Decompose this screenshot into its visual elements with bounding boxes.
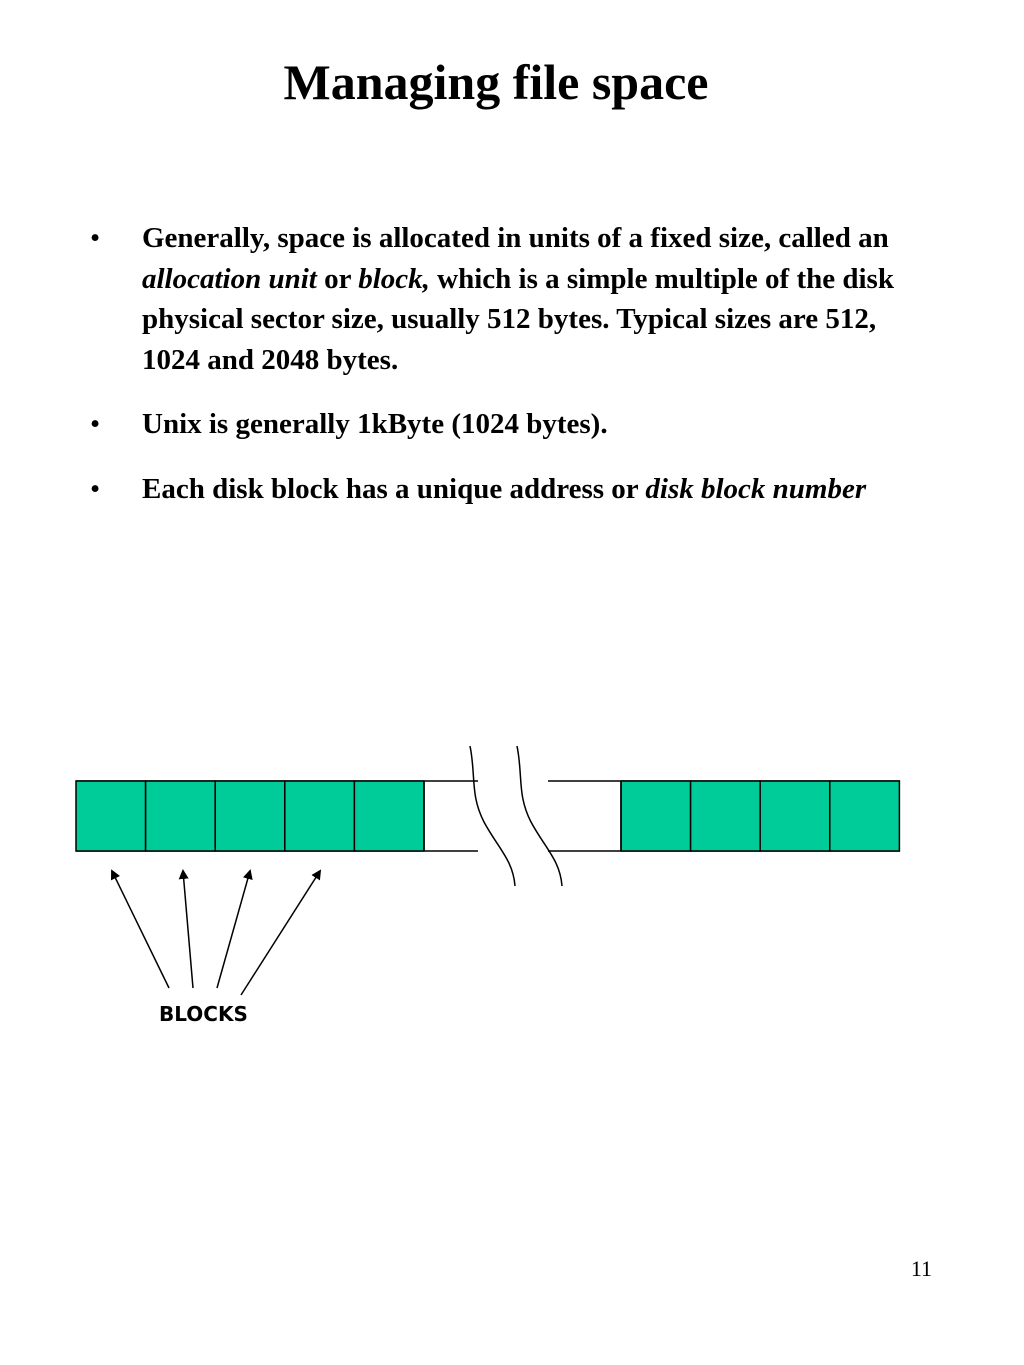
bullet-symbol: • [90,472,101,505]
right-disk-block-1 [621,781,691,851]
right-disk-block-3 [760,781,830,851]
left-disk-block-2 [146,781,216,851]
left-disk-block-1 [76,781,146,851]
left-disk-block-3 [215,781,285,851]
bullet-text: Each disk block has a unique address or [142,472,646,505]
page-number: 11 [910,1256,932,1281]
arrow-to-block-3 [217,871,250,988]
arrow-to-block-1 [112,871,169,988]
arrow-to-block-4 [241,871,320,995]
left-disk-block-5 [354,781,424,851]
left-block-group [76,781,424,851]
term-allocation-unit: allocation unit [142,262,317,295]
bullet-text: or [316,262,359,295]
arrow-to-block-2 [183,871,193,988]
bullet-text: Generally, space is allocated in units of a fixed size, called an [142,222,889,254]
break-gap [478,770,548,860]
right-disk-block-2 [691,781,761,851]
term-disk-block-number: disk block number [645,472,867,505]
term-block: block, [358,262,430,295]
bullet-symbol: • [90,408,101,440]
bullet-text: which is a simple multiple of the disk physical sector size, usually 512 bytes. Typical sizes are 512, 1024 and 2048 bytes. [142,262,894,376]
bullet-text: Unix is generally 1kByte (1024 bytes). [142,408,608,440]
left-disk-block-4 [285,781,355,851]
right-disk-block-4 [830,781,900,851]
bullet-symbol: • [90,222,101,254]
slide-title: Managing file space [283,54,709,110]
right-block-group [621,781,899,851]
blocks-label: BLOCKS [159,1002,248,1026]
